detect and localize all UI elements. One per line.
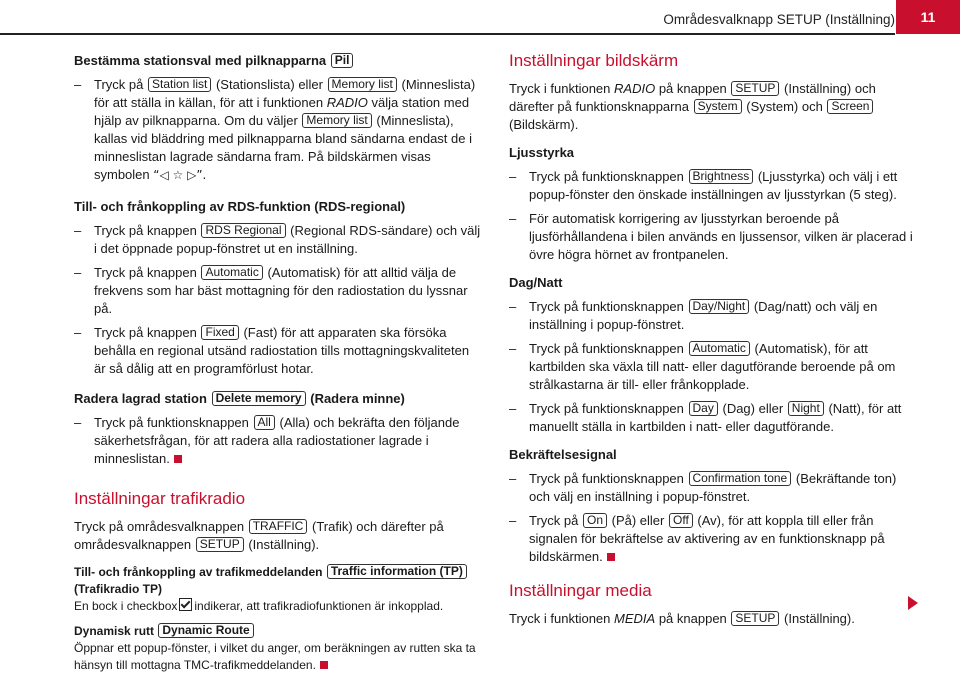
key-brightness: Brightness xyxy=(689,169,754,184)
tp-text: En bock i checkbox indikerar, att trafikradiofunktionen är inkopplad. xyxy=(74,599,444,613)
key-off: Off xyxy=(669,513,693,528)
tp-title: Till- och frånkoppling av trafikmeddelanden Traffic information (TP) (Trafikradio TP) xyxy=(74,564,484,598)
key-fixed: Fixed xyxy=(201,325,238,340)
list-item: – Tryck på On (På) eller Off (Av), för att koppla till eller från signalen för bekräftelse av aktivering av en funktionsknapp på bildskärmen. xyxy=(509,512,919,566)
right-column xyxy=(509,40,919,636)
key-traffic-information: Traffic information (TP) xyxy=(327,564,467,579)
end-mark-icon xyxy=(174,455,182,463)
list-item: – Tryck på knappen Fixed (Fast) för att apparaten ska försöka behålla en regional utsänd radiostation tills mottagningskvaliteten är så dålig att en programförlust hotar. xyxy=(74,324,484,378)
key-setup: SETUP xyxy=(196,537,244,552)
key-day-night: Day/Night xyxy=(689,299,750,314)
list-item: – För automatisk korrigering av ljusstyrkan beroende på ljusförhållandena i bilen används en ljussensor, vilken är placerad i övre högra hörnet av frontpanelen. xyxy=(509,210,919,264)
list-rds xyxy=(74,222,484,378)
key-setup: SETUP xyxy=(731,611,779,626)
dynamic-route-title: Dynamisk rutt Dynamic Route xyxy=(74,623,484,640)
checkbox-checked-icon xyxy=(179,598,192,611)
key-on: On xyxy=(583,513,607,528)
heading-traffic: Inställningar trafikradio xyxy=(74,489,246,508)
header-rule xyxy=(0,33,895,35)
key-night: Night xyxy=(788,401,824,416)
list-item: – Tryck på funktionsknappen Confirmation tone (Bekräftande ton) och välj en inställning i popup-fönstret. xyxy=(509,470,919,506)
section-title-day-night: Dag/Natt xyxy=(509,275,563,290)
list-day-night xyxy=(509,298,919,436)
left-column xyxy=(74,40,484,682)
arrow-star-symbol: “◁ ☆ ▷”. xyxy=(153,168,207,182)
section-title-rds: Till- och frånkoppling av RDS-funktion (RDS-regional) xyxy=(74,199,406,214)
key-system: System xyxy=(694,99,742,114)
dynamic-route-text: Öppnar ett popup-fönster, i vilket du anger, om beräkningen av rutten ska ta hänsyn till mottagna TMC-trafikmeddelanden. xyxy=(74,641,476,672)
section-title-arrow-keys: Bestämma stationsval med pilknapparna Pil xyxy=(74,52,484,70)
list-item: – Tryck på knappen Automatic (Automatisk) för att alltid välja de frekvens som har bäst mottagning för den radiostation du lyssnar på. xyxy=(74,264,484,318)
end-mark-icon xyxy=(320,661,328,669)
heading-media: Inställningar media xyxy=(509,581,652,600)
section-title-confirmation: Bekräftelsesignal xyxy=(509,447,617,462)
list-item: – Tryck på funktionsknappen Day/Night (Dag/natt) och välj en inställning i popup-fönstret. xyxy=(509,298,919,334)
key-pil: Pil xyxy=(331,53,354,68)
key-station-list: Station list xyxy=(148,77,211,92)
key-all: All xyxy=(254,415,275,430)
list-confirmation xyxy=(509,470,919,566)
section-title-delete: Radera lagrad station Delete memory (Radera minne) xyxy=(74,391,405,406)
list-item: – Tryck på funktionsknappen Automatic (Automatisk), för att kartbilden ska växla till natt- eller dagutförande beroende på om strålkastarna är till- eller frånkopplade. xyxy=(509,340,919,394)
end-mark-icon xyxy=(607,553,615,561)
key-screen: Screen xyxy=(827,99,873,114)
next-page-arrow-icon xyxy=(908,596,918,610)
list-arrow-keys xyxy=(74,76,484,184)
key-automatic: Automatic xyxy=(689,341,750,356)
list-item: – Tryck på Station list (Stationslista) eller Memory list (Minneslista) för att ställa in källan, för att i funktionen RADIO välja station med hjälp av pilknapparna. Om du väljer Memory list (Minneslista), kallas vid bläddring med pilknapparna bland sändarna endast de i minneslistan lagrade sändarna fram. På bildskärmen visas symbolen “◁ ☆ ▷”. xyxy=(74,76,484,184)
list-item: – Tryck på funktionsknappen Day (Dag) eller Night (Natt), för att manuellt ställa in kartbilden i natt- eller dagutförande. xyxy=(509,400,919,436)
key-automatic: Automatic xyxy=(201,265,262,280)
key-delete-memory: Delete memory xyxy=(212,391,306,406)
list-item: – Tryck på funktionsknappen Brightness (Ljusstyrka) och välj i ett popup-fönster den önskade inställningen av ljusstyrkan (5 steg). xyxy=(509,168,919,204)
heading-screen: Inställningar bildskärm xyxy=(509,51,679,70)
key-traffic: TRAFFIC xyxy=(249,519,308,534)
key-day: Day xyxy=(689,401,718,416)
key-setup: SETUP xyxy=(731,81,779,96)
traffic-paragraph: Tryck på områdesvalknappen TRAFFIC (Trafik) och därefter på områdesvalknappen SETUP (Inställning). xyxy=(74,519,444,552)
key-rds-regional: RDS Regional xyxy=(201,223,285,238)
media-paragraph: Tryck i funktionen MEDIA på knappen SETUP (Inställning). xyxy=(509,611,855,626)
list-item: – Tryck på knappen RDS Regional (Regional RDS-sändare) och välj i det öppnade popup-fönstret ut en inställning. xyxy=(74,222,484,258)
key-memory-list: Memory list xyxy=(328,77,397,92)
key-confirmation-tone: Confirmation tone xyxy=(689,471,792,486)
key-memory-list-2: Memory list xyxy=(302,113,371,128)
section-title-brightness: Ljusstyrka xyxy=(509,145,575,160)
list-brightness xyxy=(509,168,919,264)
list-item: – Tryck på funktionsknappen All (Alla) och bekräfta den följande säkerhetsfrågan, för att radera alla radiostationer lagrade i minneslistan. xyxy=(74,414,484,468)
key-dynamic-route: Dynamic Route xyxy=(158,623,253,638)
page-number: 11 xyxy=(896,0,960,34)
screen-paragraph: Tryck i funktionen RADIO på knappen SETUP (Inställning) och därefter på funktionsknapparna System (System) och Screen (Bildskärm). xyxy=(509,81,876,132)
list-delete xyxy=(74,414,484,468)
page-header-title: Områdesvalknapp SETUP (Inställning) xyxy=(663,12,895,27)
